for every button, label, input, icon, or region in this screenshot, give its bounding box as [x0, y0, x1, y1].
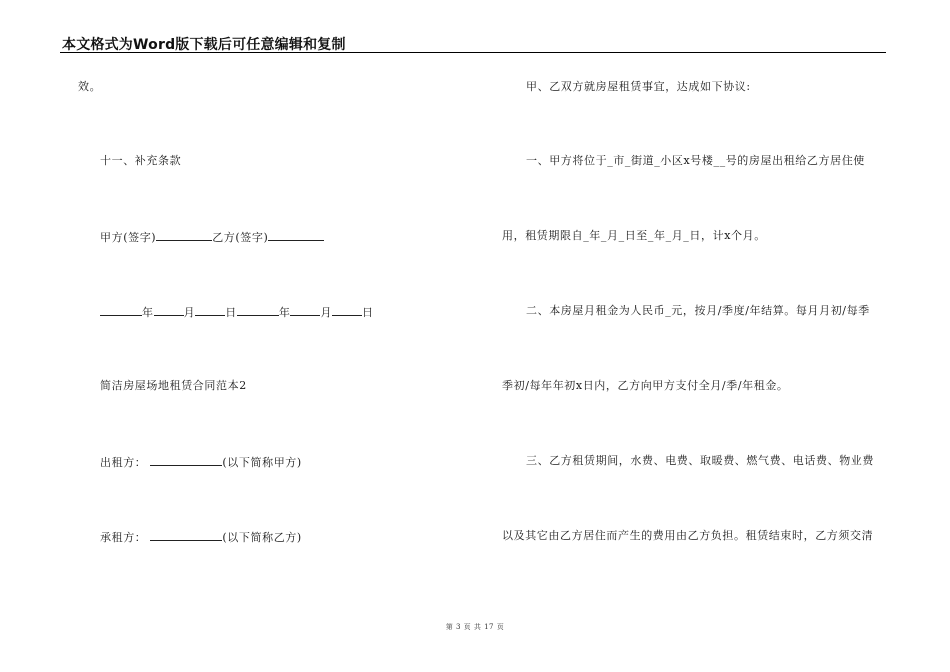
left-line-1: 效。	[78, 80, 102, 93]
party-b-sign-blank	[268, 229, 324, 241]
right-line-7: 以及其它由乙方居住而产生的费用由乙方负担。租赁结束时，乙方须交清	[502, 529, 874, 542]
lessor-note: (以下简称甲方)	[222, 456, 302, 469]
page-header-title: 本文格式为Word版下载后可任意编辑和复制	[62, 37, 346, 53]
date-blank	[290, 304, 320, 316]
right-line-4: 二、本房屋月租金为人民币_元，按月/季度/年结算。每月月初/每季	[526, 304, 870, 317]
left-line-2: 十一、补充条款	[100, 154, 182, 167]
month-label-b: 月	[320, 306, 333, 319]
right-line-6: 三、乙方租赁期间，水费、电费、取暖费、燃气费、电话费、物业费	[526, 454, 874, 467]
day-label-b: 日	[362, 306, 374, 319]
right-line-5: 季初/每年年初x日内，乙方向甲方支付全月/季/年租金。	[502, 379, 789, 392]
date-blank	[154, 304, 184, 316]
lessor-blank	[150, 454, 222, 466]
party-b-sign-label: 乙方(签字)	[212, 231, 269, 244]
right-line-2: 一、甲方将位于_市_街道_小区x号楼__号的房屋出租给乙方居住使	[526, 154, 865, 167]
month-label-a: 月	[183, 306, 196, 319]
year-label-b: 年	[278, 306, 291, 319]
lessee-line	[100, 529, 302, 545]
lessee-blank	[150, 529, 222, 541]
date-blank	[100, 304, 142, 316]
right-line-3: 用，租赁期限自_年_月_日至_年_月_日，计x个月。	[502, 229, 766, 242]
signature-line	[100, 229, 324, 245]
date-blank	[332, 304, 362, 316]
page-footer: 第 3 页 共 17 页	[445, 623, 505, 631]
party-a-sign-label: 甲方(签字)	[100, 231, 157, 244]
lessor-label: 出租方：	[100, 456, 147, 469]
lessee-label: 承租方：	[100, 531, 147, 544]
header-rule	[60, 52, 886, 53]
year-label-a: 年	[142, 306, 154, 319]
day-label-a: 日	[225, 306, 237, 319]
right-line-1: 甲、乙双方就房屋租赁事宜，达成如下协议:	[526, 80, 751, 93]
date-blank	[237, 304, 279, 316]
date-blank	[195, 304, 225, 316]
lessee-note: (以下简称乙方)	[222, 531, 302, 544]
lessor-line	[100, 454, 302, 470]
date-line	[100, 304, 374, 320]
party-a-sign-blank	[156, 229, 212, 241]
section-title: 简洁房屋场地租赁合同范本2	[100, 379, 247, 392]
